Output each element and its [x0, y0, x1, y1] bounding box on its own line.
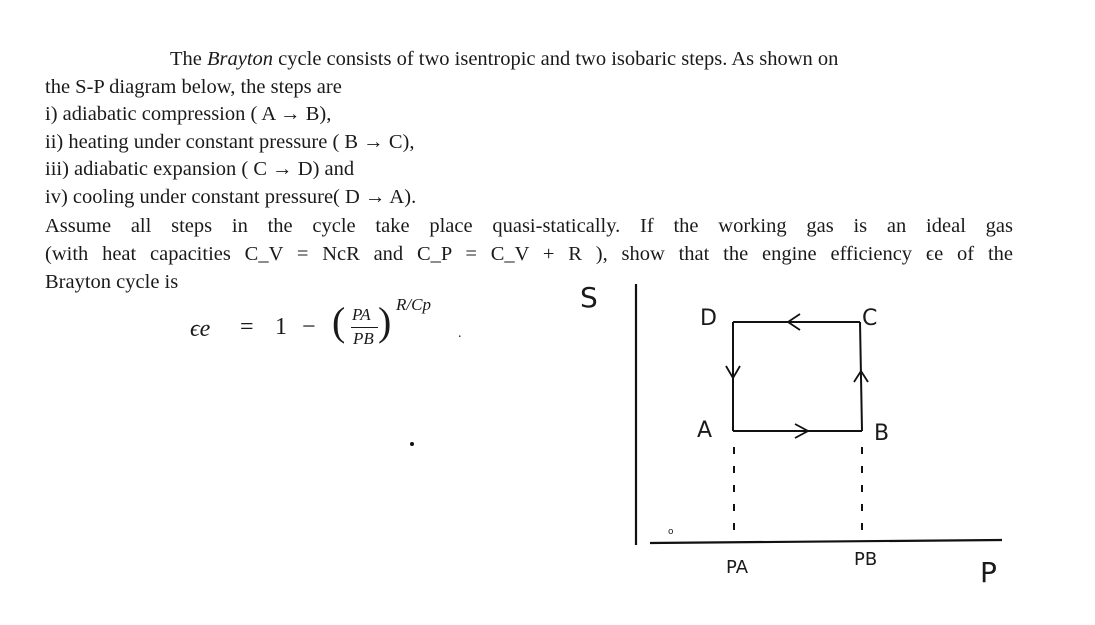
left-paren: (: [332, 299, 346, 344]
intro-line-1: The Brayton cycle consists of two isentropic and two isobaric steps. As shown on: [170, 48, 839, 70]
x-axis: [650, 540, 1002, 543]
assumption-line: Assume all steps in the cycle take place quasi-statically. If the working gas is an ideal gas: [45, 215, 1013, 237]
intro-line-2: the S-P diagram below, the steps are: [45, 76, 342, 98]
heat-capacity-line: (with heat capacities C_V = NcR and C_P = C_V + R ), show that the engine efficiency ϵe of the: [45, 243, 1013, 265]
s-axis-label: S: [580, 281, 598, 314]
step-1: i) adiabatic compression ( A → B),: [45, 103, 332, 125]
fraction-numerator: PA: [352, 305, 371, 324]
point-c-label: C: [862, 306, 878, 331]
exponent: R/Cp: [396, 295, 431, 314]
minus-sign: −: [302, 314, 316, 340]
equals-sign: =: [240, 314, 254, 340]
right-paren: ): [378, 299, 392, 344]
point-d-label: D: [700, 306, 717, 331]
point-a-label: A: [697, 418, 713, 443]
step-2: ii) heating under constant pressure ( B → C),: [45, 131, 415, 153]
edge-b-c: [860, 322, 862, 431]
step-3: iii) adiabatic expansion ( C → D) and: [45, 158, 355, 180]
origin-mark: o: [668, 527, 674, 537]
fraction-denominator: PB: [353, 329, 374, 348]
pb-label: PB: [854, 549, 878, 570]
step-4: iv) cooling under constant pressure( D → A).: [45, 186, 417, 208]
brayton-line: Brayton cycle is: [45, 271, 179, 293]
period: .: [458, 326, 462, 341]
point-b-label: B: [874, 421, 890, 446]
p-axis-label: P: [980, 556, 997, 589]
pa-label: PA: [726, 557, 749, 578]
one: 1: [275, 314, 287, 340]
efficiency-symbol: ϵe: [190, 316, 211, 342]
